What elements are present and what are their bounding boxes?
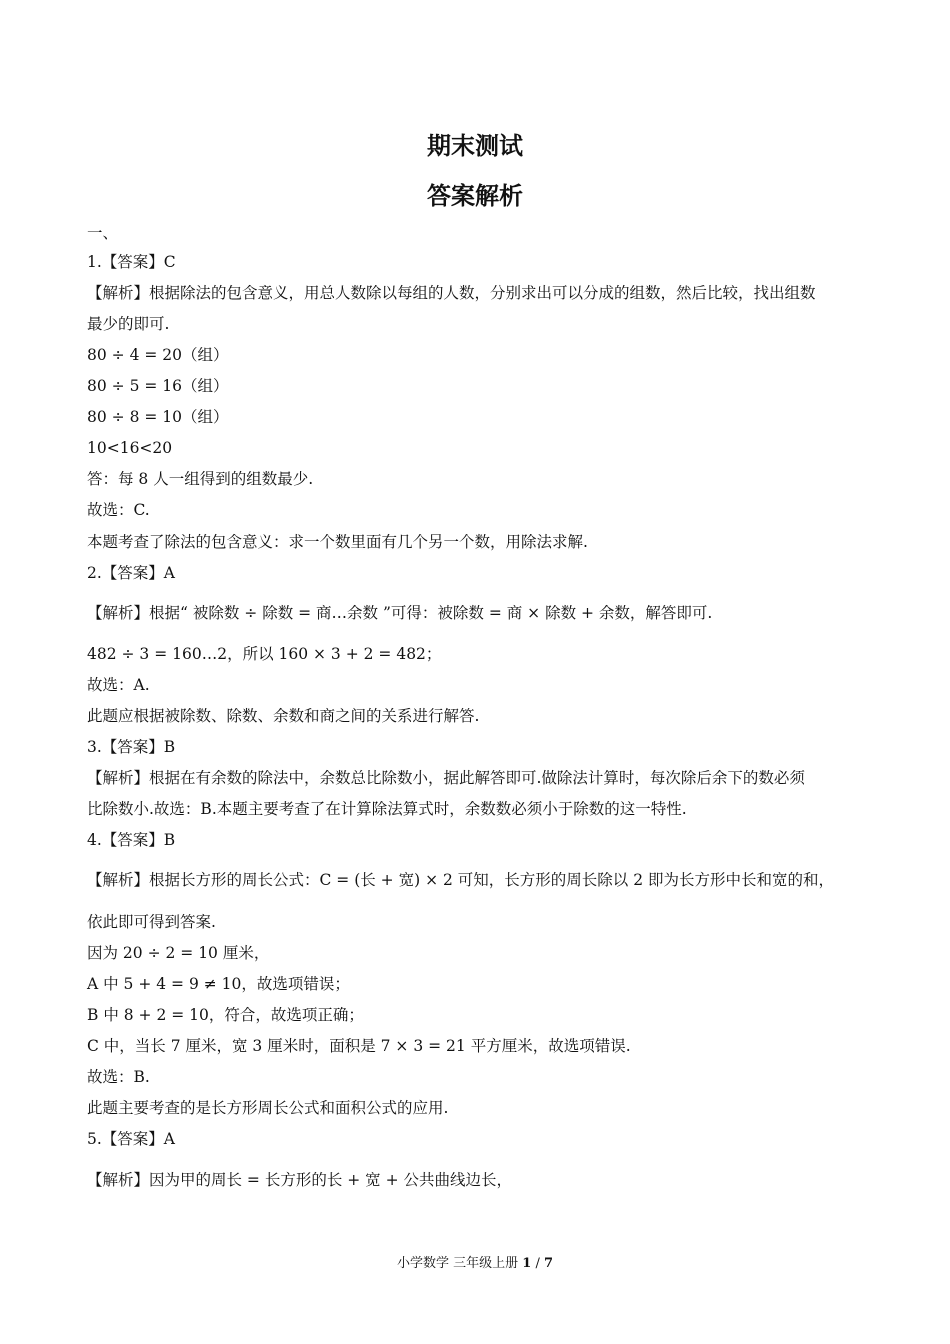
calc-line: 因为 20 ÷ 2 = 10 厘米， bbox=[87, 944, 270, 962]
option-b-line: B 中 8 + 2 = 10，符合，故选项正确； bbox=[87, 1006, 364, 1024]
answer-2: 2.【答案】A bbox=[87, 564, 175, 582]
calc-line: 80 ÷ 4 = 20（组） bbox=[87, 346, 229, 364]
page-number: 1 bbox=[522, 1256, 532, 1271]
choice-line: 故选：C. bbox=[87, 501, 150, 519]
calc-line: 80 ÷ 5 = 16（组） bbox=[87, 377, 229, 395]
calc-line: 482 ÷ 3 = 160…2，所以 160 × 3 + 2 = 482； bbox=[87, 645, 442, 663]
compare-line: 10<16<20 bbox=[87, 439, 173, 457]
answer-1: 1.【答案】C bbox=[87, 253, 176, 271]
page-title: 期末测试 bbox=[427, 132, 523, 160]
analysis-5: 【解析】因为甲的周长 = 长方形的长 + 宽 + 公共曲线边长， bbox=[87, 1171, 513, 1189]
page-total: 7 bbox=[543, 1256, 554, 1271]
analysis-3-cont: 比除数小.故选：B.本题主要考查了在计算除法算式时，余数数必须小于除数的这一特性. bbox=[87, 800, 687, 818]
page-separator: / bbox=[535, 1256, 540, 1271]
summary-line: 本题考查了除法的包含意义：求一个数里面有几个另一个数，用除法求解. bbox=[87, 533, 588, 551]
choice-line: 故选：A. bbox=[87, 676, 150, 694]
choice-line: 故选：B. bbox=[87, 1068, 150, 1086]
analysis-3: 【解析】根据在有余数的除法中，余数总比除数小，据此解答即可.做除法计算时，每次除后余下的数必须 bbox=[87, 769, 805, 787]
page-footer bbox=[0, 1252, 950, 1271]
analysis-1-cont: 最少的即可. bbox=[87, 315, 170, 333]
option-c-line: C 中，当长 7 厘米，宽 3 厘米时，面积是 7 × 3 = 21 平方厘米，故选项错误. bbox=[87, 1037, 631, 1055]
analysis-1: 【解析】根据除法的包含意义，用总人数除以每组的人数，分别求出可以分成的组数，然后比较，找出组数 bbox=[87, 284, 816, 302]
option-a-line: A 中 5 + 4 = 9 ≠ 10，故选项错误； bbox=[87, 975, 350, 993]
footer-label: 小学数学 三年级上册 bbox=[396, 1256, 519, 1271]
page-subtitle: 答案解析 bbox=[427, 182, 523, 210]
answer-3: 3.【答案】B bbox=[87, 738, 176, 756]
analysis-2: 【解析】根据“ 被除数 ÷ 除数 = 商…余数 ”可得：被除数 = 商 × 除数 + 余数，解答即可. bbox=[87, 604, 713, 622]
summary-line: 此题应根据被除数、除数、余数和商之间的关系进行解答. bbox=[87, 707, 480, 725]
summary-line: 此题主要考查的是长方形周长公式和面积公式的应用. bbox=[87, 1099, 449, 1117]
reply-line: 答：每 8 人一组得到的组数最少. bbox=[87, 470, 314, 488]
section-heading: 一、 bbox=[87, 224, 119, 242]
calc-line: 80 ÷ 8 = 10（组） bbox=[87, 408, 229, 426]
answer-5: 5.【答案】A bbox=[87, 1130, 175, 1148]
analysis-4-cont: 依此即可得到答案. bbox=[87, 913, 216, 931]
analysis-4: 【解析】根据长方形的周长公式：C = (长 + 宽) × 2 可知，长方形的周长除以 2 即为长方形中长和宽的和， bbox=[87, 871, 834, 889]
answer-4: 4.【答案】B bbox=[87, 831, 176, 849]
